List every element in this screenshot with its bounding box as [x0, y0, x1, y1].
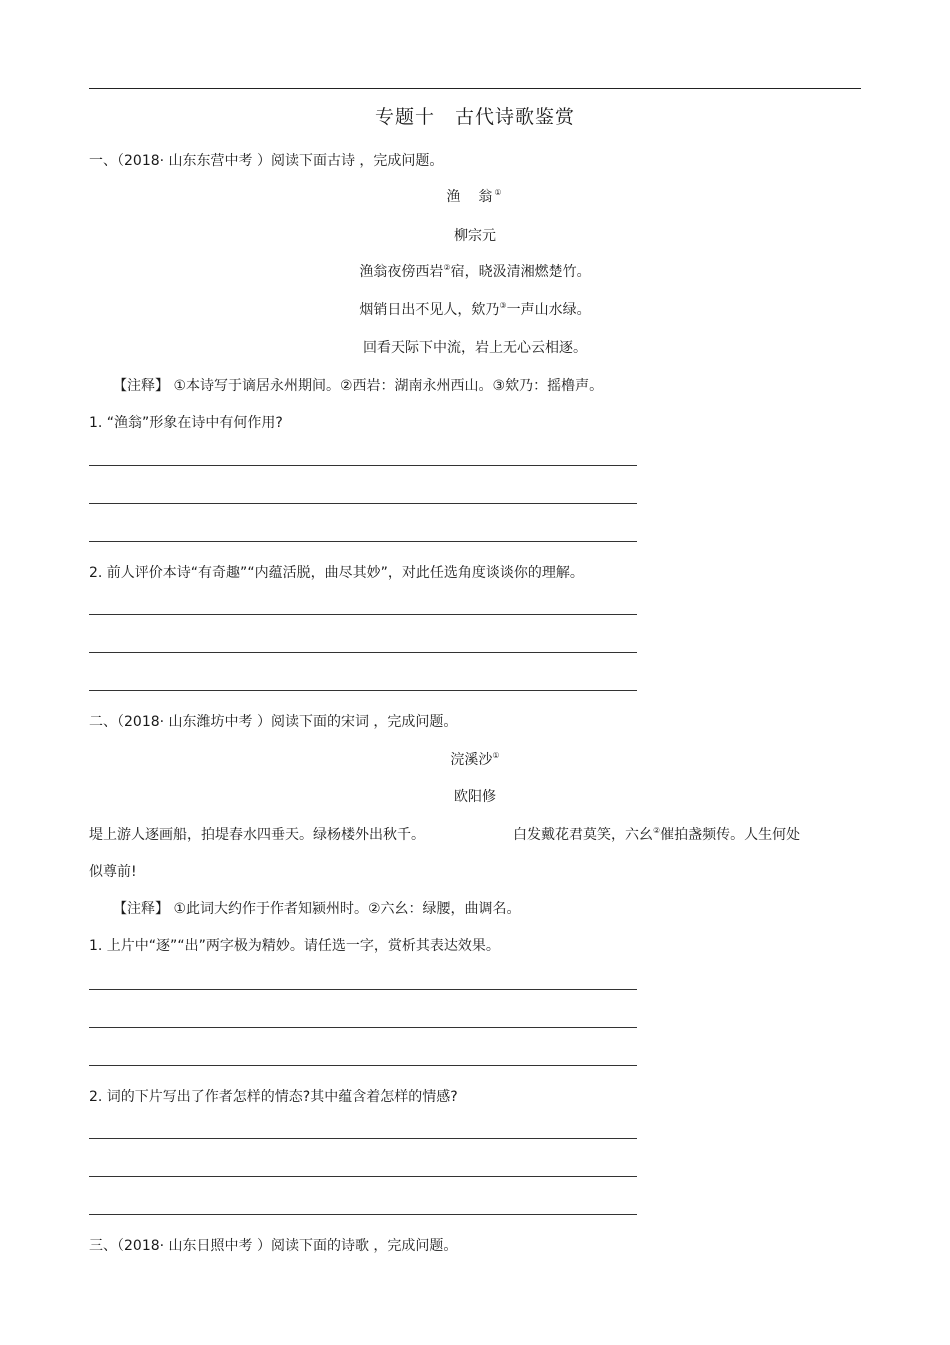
poem-2-title: 浣溪沙①	[450, 751, 500, 768]
answer-line[interactable]	[89, 652, 637, 653]
section-2-note: 【注释】 ①此词大约作于作者知颍州时。②六幺：绿腰，曲调名。	[113, 901, 521, 917]
answer-line[interactable]	[89, 1065, 637, 1066]
poem-2-text-a: 堤上游人逐画船，拍堤春水四垂天。绿杨楼外出秋千。	[89, 827, 425, 843]
header-rule	[89, 88, 861, 89]
poem-1-title: 渔 翁①	[446, 188, 504, 205]
footnote-mark: ②	[443, 263, 451, 272]
answer-line[interactable]	[89, 690, 637, 691]
answer-line[interactable]	[89, 1027, 637, 1028]
footnote-mark: ②	[653, 826, 661, 835]
answer-line[interactable]	[89, 465, 637, 466]
section-2-heading: 二、（2018· 山东潍坊中考 ）阅读下面的宋词 ，完成问题。	[89, 714, 458, 730]
answer-line[interactable]	[89, 989, 637, 990]
footnote-mark: ①	[494, 188, 504, 197]
poem-2-text-d: 似尊前!	[89, 864, 137, 880]
section-1-question-2: 2. 前人评价本诗“有奇趣”“内蕴活脱，曲尽其妙”，对此任选角度谈谈你的理解。	[89, 565, 584, 581]
footnote-mark: ①	[492, 751, 500, 760]
answer-line[interactable]	[89, 1214, 637, 1215]
answer-line[interactable]	[89, 503, 637, 504]
section-3-heading: 三、（2018· 山东日照中考 ）阅读下面的诗歌 ，完成问题。	[89, 1238, 458, 1254]
section-2-question-1: 1. 上片中“逐”“出”两字极为精妙。请任选一字，赏析其表达效果。	[89, 938, 500, 954]
section-1-question-1: 1. “渔翁”形象在诗中有何作用?	[89, 415, 283, 431]
poem-2-text-b: 白发戴花君莫笑，六幺②催拍盏频传。人生何处	[513, 826, 801, 843]
section-2-question-2: 2. 词的下片写出了作者怎样的情态?其中蕴含着怎样的情感?	[89, 1089, 458, 1105]
answer-line[interactable]	[89, 1176, 637, 1177]
poem-1-line-2: 烟销日出不见人，欸乃③一声山水绿。	[359, 301, 591, 318]
poem-2-author: 欧阳修	[454, 789, 496, 805]
poem-1-line-1: 渔翁夜傍西岩②宿，晓汲清湘燃楚竹。	[359, 263, 591, 280]
poem-1-author: 柳宗元	[454, 228, 496, 244]
section-1-note: 【注释】 ①本诗写于谪居永州期间。②西岩：湖南永州西山。③欸乃：摇橹声。	[113, 378, 604, 394]
answer-line[interactable]	[89, 541, 637, 542]
footnote-mark: ③	[499, 301, 507, 310]
answer-line[interactable]	[89, 614, 637, 615]
section-1-heading: 一、（2018· 山东东营中考 ）阅读下面古诗 ，完成问题。	[89, 153, 444, 169]
answer-line[interactable]	[89, 1138, 637, 1139]
page-title: 专题十 古代诗歌鉴赏	[374, 106, 575, 128]
poem-1-line-3: 回看天际下中流，岩上无心云相逐。	[363, 340, 587, 356]
